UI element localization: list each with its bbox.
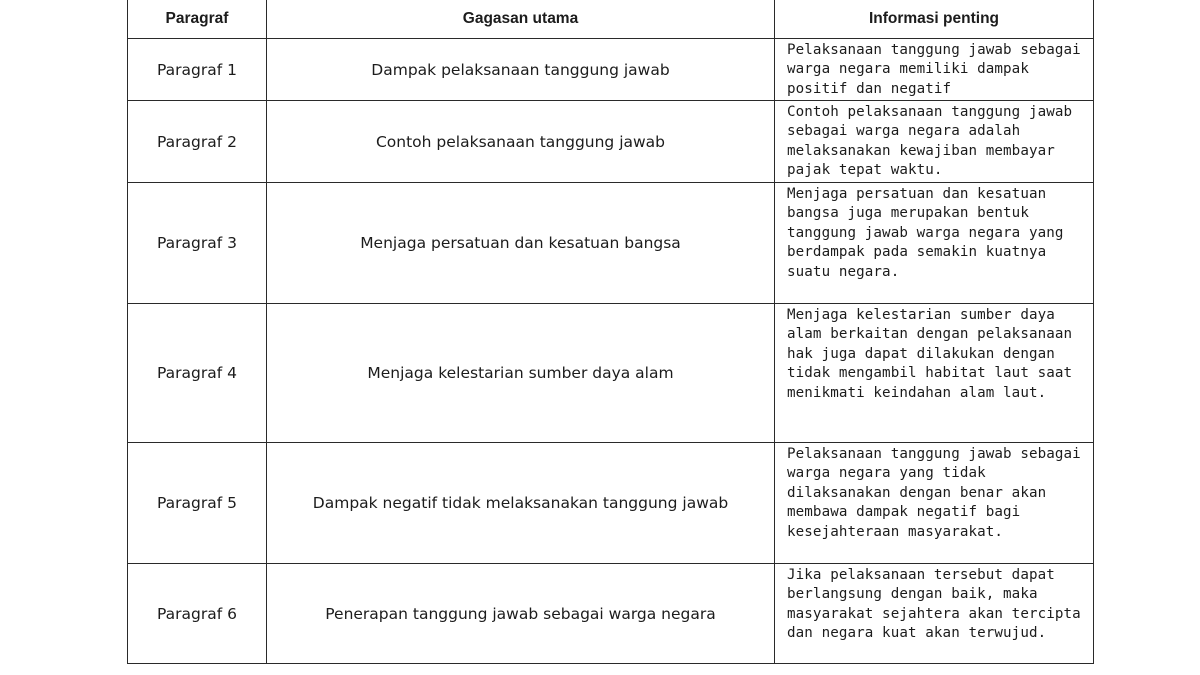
- key-info-text: Jika pelaksanaan tersebut dapat berlangsung dengan baik, maka masyarakat sejahtera akan tercipta dan negara kuat akan terwujud.: [787, 567, 1081, 642]
- cell-paragraph: Paragraf 2: [128, 101, 267, 183]
- table-row: [128, 39, 1094, 101]
- cell-paragraph: Paragraf 1: [128, 39, 267, 101]
- cell-key-info: [775, 39, 1094, 101]
- table-header-row: [128, 0, 1094, 39]
- cell-paragraph: Paragraf 3: [128, 183, 267, 304]
- cell-main-idea: Dampak pelaksanaan tanggung jawab: [267, 39, 775, 101]
- paragraph-summary-table: [127, 0, 1094, 664]
- cell-main-idea: Dampak negatif tidak melaksanakan tanggung jawab: [267, 443, 775, 564]
- cell-paragraph: Paragraf 4: [128, 304, 267, 443]
- cell-key-info: [775, 443, 1094, 564]
- cell-paragraph: Paragraf 6: [128, 564, 267, 664]
- document-page: [127, 0, 1093, 675]
- cell-key-info: [775, 564, 1094, 664]
- table-row: [128, 183, 1094, 304]
- cell-key-info: [775, 101, 1094, 183]
- cell-main-idea: Menjaga persatuan dan kesatuan bangsa: [267, 183, 775, 304]
- table-row: [128, 101, 1094, 183]
- header-paragraph: Paragraf: [128, 0, 267, 39]
- cell-main-idea: Contoh pelaksanaan tanggung jawab: [267, 101, 775, 183]
- key-info-text: Menjaga kelestarian sumber daya alam berkaitan dengan pelaksanaan hak juga dapat dilakukan dengan tidak mengambil habitat laut saat menikmati keindahan alam laut.: [787, 307, 1073, 401]
- key-info-text: Contoh pelaksanaan tanggung jawab sebagai warga negara adalah melaksanakan kewajiban membayar pajak tepat waktu.: [787, 104, 1073, 179]
- cell-main-idea: Menjaga kelestarian sumber daya alam: [267, 304, 775, 443]
- cell-key-info: [775, 183, 1094, 304]
- cell-paragraph: Paragraf 5: [128, 443, 267, 564]
- table-row: [128, 443, 1094, 564]
- table-row: [128, 564, 1094, 664]
- table-row: [128, 304, 1094, 443]
- cell-main-idea: Penerapan tanggung jawab sebagai warga negara: [267, 564, 775, 664]
- key-info-text: Pelaksanaan tanggung jawab sebagai warga negara yang tidak dilaksanakan dengan benar akan membawa dampak negatif bagi kesejahteraan masyarakat.: [787, 446, 1081, 540]
- header-key-info: Informasi penting: [775, 0, 1094, 39]
- cell-key-info: [775, 304, 1094, 443]
- header-main-idea: Gagasan utama: [267, 0, 775, 39]
- key-info-text: Pelaksanaan tanggung jawab sebagai warga negara memiliki dampak positif dan negatif: [787, 42, 1081, 97]
- key-info-text: Menjaga persatuan dan kesatuan bangsa juga merupakan bentuk tanggung jawab warga negara yang berdampak pada semakin kuatnya suatu negara.: [787, 186, 1064, 280]
